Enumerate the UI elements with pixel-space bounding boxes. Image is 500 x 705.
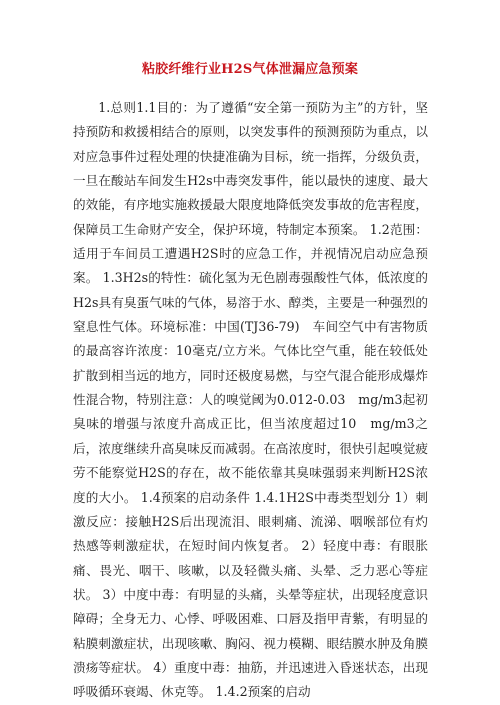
document-title: 粘胶纤维行业H2S气体泄漏应急预案 bbox=[141, 62, 359, 77]
document-body-text: 1.总则1.1目的：为了遵循“安全第一预防为主”的方针，坚持预防和救援相结合的原则，以突发事件的预测预防为重点，以对应急事件过程处理的快捷准确为目标，统一指挥，分级负责，一旦在酸站车间发生H2s中毒突发事件，能以最快的速度、最大的效能，有序地实施救援最大限度地降低突发事故的危害程度，保障员工生命财产安全，保护环境，特制定本预案。 1.2范围：适用于车间员工遭遇H2S时的应急工作，并视情况启动应急预案。 1.3H2s的特性：硫化氢为无色剧毒强酸性气体，低浓度的H2s具有臭蛋气味的气体，易溶于水、醇类，主要是一种强烈的窒息性气体。环境标准：中国(TJ36-79) 车间空气中有害物质的最高容许浓度：10毫克/立方米。气体比空气重，能在较低处扩散到相当远的地方，同时还极度易燃，与空气混合能形成爆炸性混合物，特别注意：人的嗅觉阈为0.012-0.03 mg/m3起初臭味的增强与浓度升高成正比，但当浓度超过10 mg/m3之后，浓度继续升高臭味反而减弱。在高浓度时，很快引起嗅觉疲劳不能察觉H2S的存在，故不能依靠其臭味强弱来判断H2S浓度的大小。 1.4预案的启动条件 1.4.1H2S中毒类型划分 1）刺激反应：接触H2S后出现流泪、眼刺痛、流涕、咽喉部位有灼热感等刺激症状，在短时间内恢复者。 2）轻度中毒：有眼胀痛、畏光、咽干、咳嗽，以及轻微头痛、头晕、乏力恶心等症状。 3）中度中毒：有明显的头痛，头晕等症状，出现轻度意识障碍；全身无力、心悸、呼吸困难、口唇及指甲青紫，有明显的粘膜刺激症状，出现咳嗽、胸闷、视力模糊、眼结膜水肿及角膜溃疡等症状。 4）重度中毒：抽筋，并迅速进入昏迷状态，出现呼吸循环衰竭、休克等。 1.4.2预案的启动 bbox=[73, 100, 428, 700]
